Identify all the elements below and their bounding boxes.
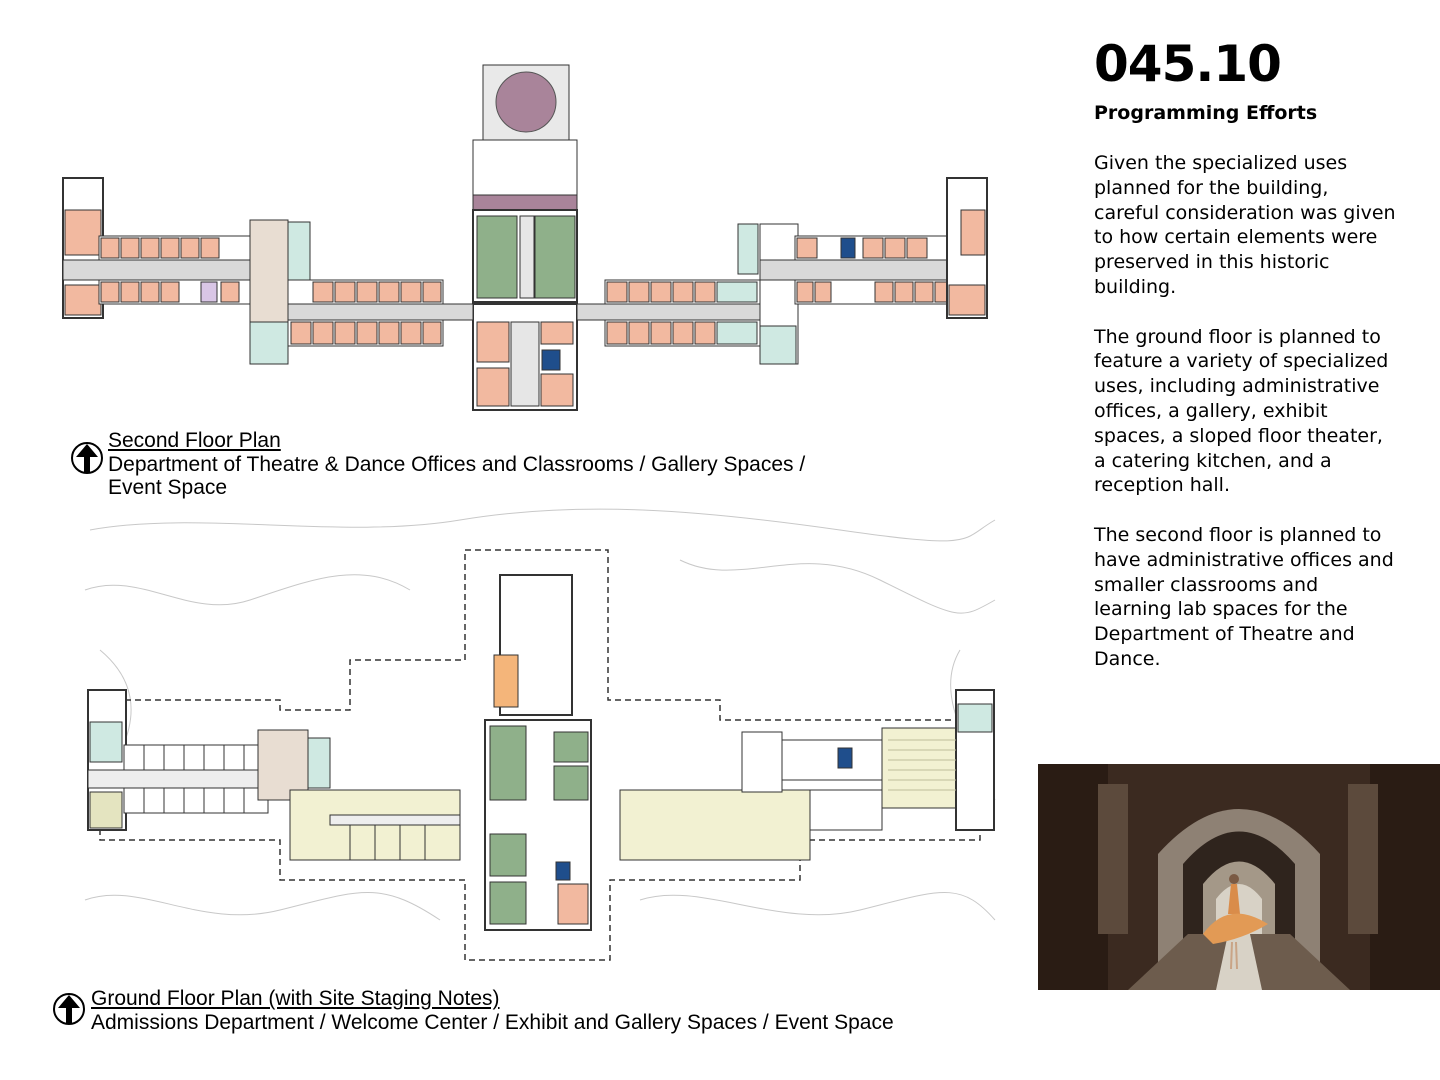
ground-floor-plan-drawing <box>80 500 1000 990</box>
paragraph-preservation: Given the specialized uses planned for the building, careful consideration was given to how certain elements were preserved in this historic building. <box>1094 152 1396 298</box>
north-arrow-icon <box>70 441 104 475</box>
ground-floor-caption <box>91 987 894 1034</box>
sheet-number: 045.10 <box>1094 35 1281 93</box>
paragraph-second-floor: The second floor is planned to have administrative offices and smaller classrooms and learning lab spaces for the Department of Theatre and Dance. <box>1094 523 1394 670</box>
north-arrow-icon <box>52 992 86 1026</box>
second-floor-title: Second Floor Plan <box>108 429 281 452</box>
paragraph-ground-floor: The ground floor is planned to feature a variety of specialized uses, including administrative offices, a gallery, exhibit spaces, a sloped floor theater, a catering kitchen, and a reception hall. <box>1094 325 1389 497</box>
second-floor-plan-drawing <box>55 60 1005 415</box>
second-floor-subtitle-line1: Department of Theatre & Dance Offices and Classrooms / Gallery Spaces / <box>108 452 806 476</box>
dancer-photo <box>1038 764 1440 990</box>
second-floor-subtitle-line2: Event Space <box>108 476 228 499</box>
second-floor-caption <box>108 429 805 500</box>
body-copy <box>1094 151 1399 697</box>
ground-floor-subtitle: Admissions Department / Welcome Center / Exhibit and Gallery Spaces / Event Space <box>91 1010 894 1034</box>
ground-floor-title: Ground Floor Plan (with Site Staging Notes) <box>91 987 500 1010</box>
section-title: Programming Efforts <box>1094 102 1318 124</box>
